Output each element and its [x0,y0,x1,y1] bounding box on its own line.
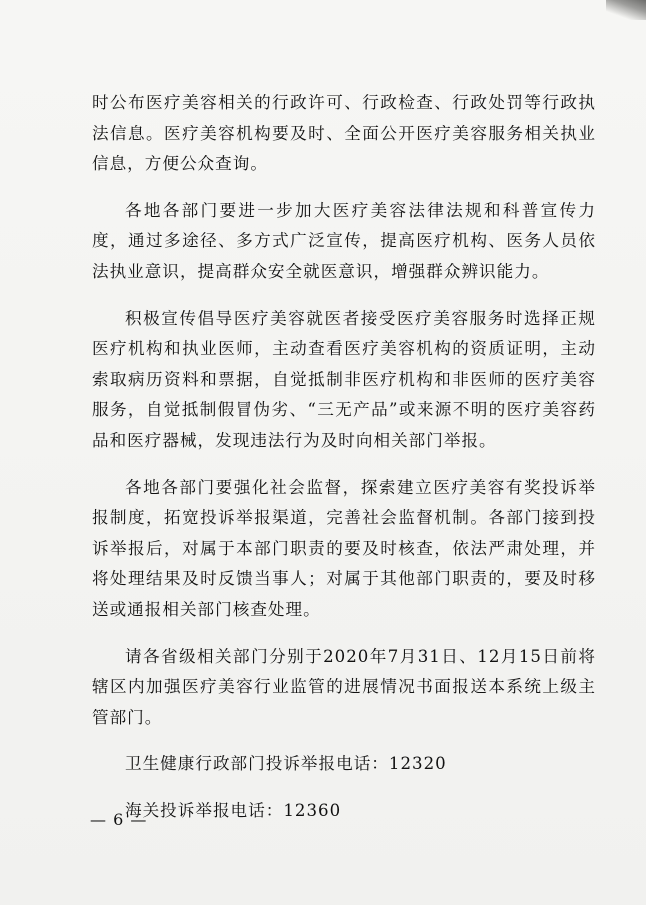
paragraph-gap [92,457,596,473]
page-number: — 6 — [90,810,148,829]
paragraph-gap [92,780,596,796]
contact-customs-hotline: 海关投诉举报电话：12360 [125,800,342,820]
contact-health-hotline: 卫生健康行政部门投诉举报电话：12320 [125,754,447,774]
paragraph-gap [92,626,596,642]
paragraph-gap [92,733,596,749]
document-body [92,88,596,826]
scan-corner-shadow [606,0,646,20]
paragraph-publicity: 各地各部门要进一步加大医疗美容法律法规和科普宣传力度，通过多途径、多方式广泛宣传，提高医疗机构、医务人员依法执业意识，提高群众安全就医意识，增强群众辨识能力。 [92,200,596,281]
paragraph-supervision: 各地各部门要强化社会监督，探索建立医疗美容有奖投诉举报制度，拓宽投诉举报渠道，完善社会监督机制。各部门接到投诉举报后，对属于本部门职责的要及时核查，依法严肃处理，并将处理结果及时反馈当事人；对属于其他部门职责的，要及时移送或通报相关部门核查处理。 [92,477,596,619]
paragraph-gap [92,288,596,304]
paragraph-advocacy: 积极宣传倡导医疗美容就医者接受医疗美容服务时选择正规医疗机构和执业医师，主动查看医疗美容机构的资质证明，主动索取病历资料和票据，自觉抵制非医疗机构和非医师的医疗美容服务，自觉抵制假冒伪劣、“三无产品”或来源不明的医疗美容药品和医疗器械，发现违法行为及时向相关部门举报。 [92,308,596,450]
paragraph-continuation: 时公布医疗美容相关的行政许可、行政检查、行政处罚等行政执法信息。医疗美容机构要及时、全面公开医疗美容服务相关执业信息，方便公众查询。 [92,93,596,174]
paragraph-reporting-deadline: 请各省级相关部门分别于2020年7月31日、12月15日前将辖区内加强医疗美容行业监管的进展情况书面报送本系统上级主管部门。 [92,646,596,727]
paragraph-gap [92,180,596,196]
